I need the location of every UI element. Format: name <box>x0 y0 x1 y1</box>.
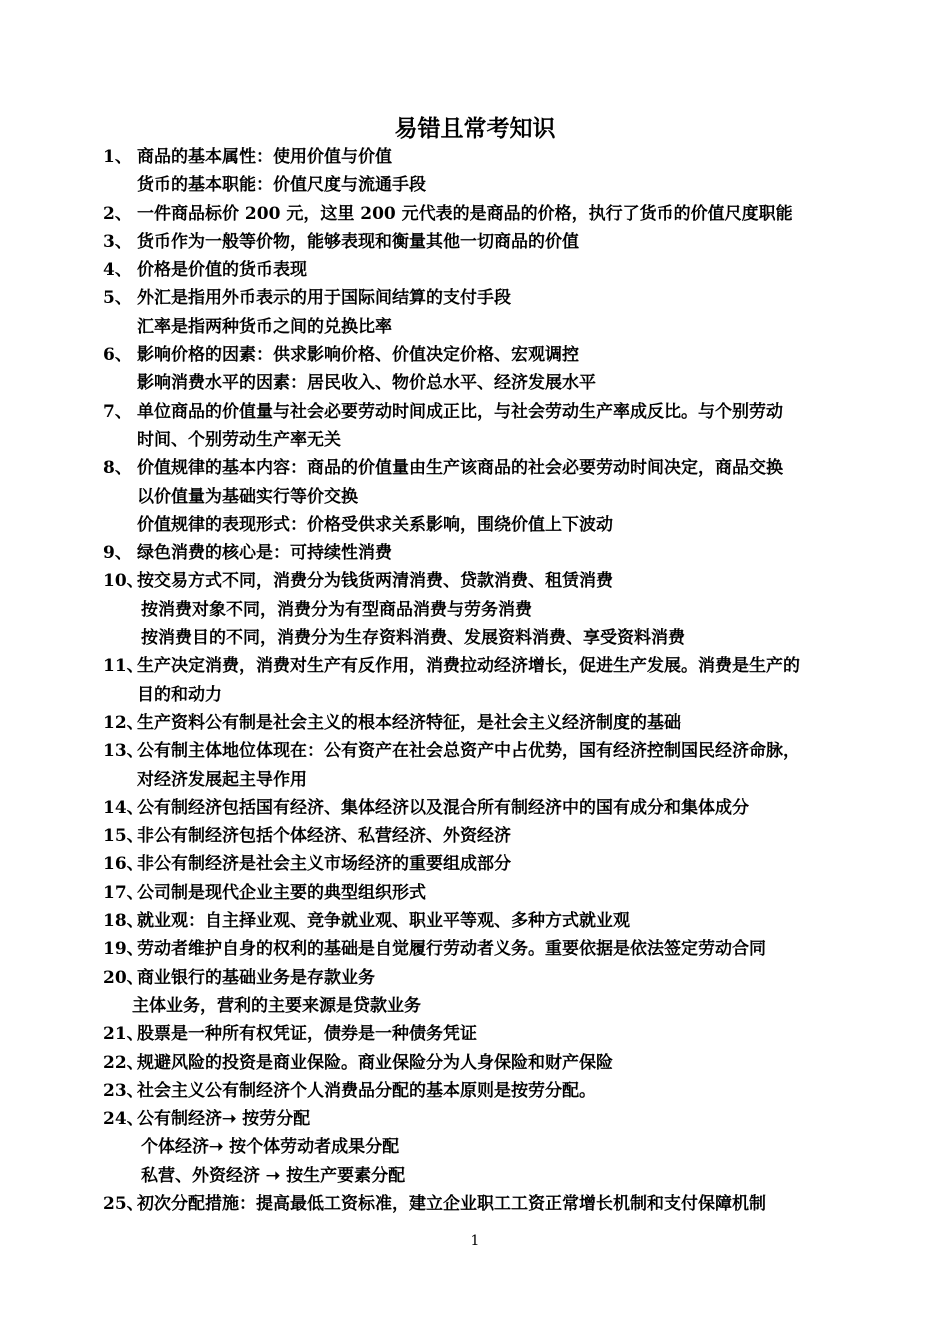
list-item <box>103 850 863 878</box>
item-text: 商品的基本属性：使用价值与价值 <box>137 147 392 167</box>
list-item <box>103 652 863 680</box>
item-number: 2、 <box>103 203 132 224</box>
item-number: 1、 <box>103 147 132 167</box>
item-number: 3、 <box>103 231 132 252</box>
list-item <box>103 256 863 284</box>
list-item <box>103 539 863 567</box>
item-text: 商业银行的基础业务是存款业务 <box>137 967 375 988</box>
list-item <box>103 1162 863 1190</box>
item-text: 公司制是现代企业主要的典型组织形式 <box>137 882 426 903</box>
list-item <box>103 483 863 511</box>
list-item <box>103 596 863 624</box>
item-number: 10、 <box>103 571 144 592</box>
knowledge-list <box>103 143 863 1218</box>
list-item <box>103 935 863 963</box>
item-text: 目的和动力 <box>137 684 222 705</box>
list-item <box>103 567 863 595</box>
list-item <box>103 1049 863 1077</box>
item-number: 12、 <box>103 712 144 733</box>
item-number: 15、 <box>103 826 144 847</box>
item-text: 劳动者维护自身的权利的基础是自觉履行劳动者义务。重要依据是依法签定劳动合同 <box>137 939 766 960</box>
item-text: 初次分配措施：提高最低工资标准，建立企业职工工资正常增长机制和支付保障机制 <box>137 1193 766 1214</box>
item-text: 一件商品标价 200 元，这里 200 元代表的是商品的价格，执行了货币的价值尺度职能 <box>137 203 793 224</box>
list-item <box>103 794 863 822</box>
list-item <box>103 369 863 397</box>
item-number: 18、 <box>103 911 144 932</box>
list-item <box>103 766 863 794</box>
item-number: 4、 <box>103 260 132 281</box>
item-number: 9、 <box>103 543 132 564</box>
item-text: 货币的基本职能：价值尺度与流通手段 <box>137 175 426 196</box>
list-item <box>103 681 863 709</box>
list-item <box>103 709 863 737</box>
item-text: 生产资料公有制是社会主义的根本经济特征，是社会主义经济制度的基础 <box>137 712 681 733</box>
item-text: 私营、外资经济 ➝ 按生产要素分配 <box>141 1165 406 1186</box>
item-text: 主体业务，营利的主要来源是贷款业务 <box>132 995 421 1016</box>
list-item <box>103 200 863 228</box>
item-text: 公有制经济包括国有经济、集体经济以及混合所有制经济中的国有成分和集体成分 <box>137 797 749 818</box>
item-text: 外汇是指用外币表示的用于国际间结算的支付手段 <box>137 288 511 309</box>
list-item <box>103 822 863 850</box>
item-number: 20、 <box>103 967 144 988</box>
item-number: 7、 <box>103 401 132 422</box>
list-item <box>103 511 863 539</box>
list-item <box>103 313 863 341</box>
item-number: 23、 <box>103 1080 144 1101</box>
item-number: 5、 <box>103 288 132 309</box>
item-number: 16、 <box>103 854 144 875</box>
item-number: 13、 <box>103 741 144 762</box>
list-item <box>103 1077 863 1105</box>
item-number: 11、 <box>103 656 144 677</box>
list-item <box>103 964 863 992</box>
item-text: 时间、个别劳动生产率无关 <box>137 429 341 450</box>
list-item <box>103 398 863 426</box>
item-text: 按消费对象不同，消费分为有型商品消费与劳务消费 <box>141 599 532 620</box>
list-item <box>103 992 863 1020</box>
item-number: 22、 <box>103 1052 144 1073</box>
item-text: 规避风险的投资是商业保险。商业保险分为人身保险和财产保险 <box>137 1052 613 1073</box>
item-text: 就业观：自主择业观、竞争就业观、职业平等观、多种方式就业观 <box>137 911 630 932</box>
item-number: 17、 <box>103 882 144 903</box>
item-text: 价格是价值的货币表现 <box>137 260 307 281</box>
list-item <box>103 1020 863 1048</box>
item-text: 价值规律的表现形式：价格受供求关系影响，围绕价值上下波动 <box>137 514 613 535</box>
page-number: 1 <box>470 1233 480 1249</box>
list-item <box>103 624 863 652</box>
item-text: 单位商品的价值量与社会必要劳动时间成正比，与社会劳动生产率成反比。与个别劳动 <box>137 401 783 422</box>
list-item <box>103 1190 863 1218</box>
item-text: 公有制主体地位体现在：公有资产在社会总资产中占优势，国有经济控制国民经济命脉， <box>137 741 800 762</box>
item-text: 以价值量为基础实行等价交换 <box>137 486 358 507</box>
item-text: 影响价格的因素：供求影响价格、价值决定价格、宏观调控 <box>137 345 579 366</box>
list-item <box>103 171 863 199</box>
item-number: 21、 <box>103 1024 144 1045</box>
item-text: 公有制经济➝ 按劳分配 <box>137 1109 311 1130</box>
list-item <box>103 907 863 935</box>
item-text: 生产决定消费，消费对生产有反作用，消费拉动经济增长，促进生产发展。消费是生产的 <box>137 656 800 677</box>
list-item <box>103 454 863 482</box>
item-text: 按消费目的不同，消费分为生存资料消费、发展资料消费、享受资料消费 <box>141 628 685 649</box>
item-text: 社会主义公有制经济个人消费品分配的基本原则是按劳分配。 <box>137 1080 596 1101</box>
item-text: 股票是一种所有权凭证，债券是一种债务凭证 <box>137 1024 477 1045</box>
list-item <box>103 879 863 907</box>
item-text: 非公有制经济包括个体经济、私营经济、外资经济 <box>137 826 511 847</box>
item-text: 按交易方式不同，消费分为钱货两清消费、贷款消费、租赁消费 <box>137 571 613 592</box>
list-item <box>103 284 863 312</box>
item-text: 绿色消费的核心是：可持续性消费 <box>137 543 392 564</box>
item-text: 价值规律的基本内容：商品的价值量由生产该商品的社会必要劳动时间决定，商品交换 <box>137 458 783 479</box>
item-text: 对经济发展起主导作用 <box>137 769 307 790</box>
item-number: 25、 <box>103 1193 144 1214</box>
list-item <box>103 228 863 256</box>
item-text: 汇率是指两种货币之间的兑换比率 <box>137 316 392 337</box>
item-number: 14、 <box>103 797 144 818</box>
list-item <box>103 737 863 765</box>
list-item <box>103 1105 863 1133</box>
item-number: 24、 <box>103 1109 144 1130</box>
item-text: 影响消费水平的因素：居民收入、物价总水平、经济发展水平 <box>137 373 596 394</box>
list-item <box>103 341 863 369</box>
item-number: 6、 <box>103 345 132 366</box>
document-title: 易错且常考知识 <box>394 115 556 142</box>
list-item <box>103 143 863 171</box>
item-number: 19、 <box>103 939 144 960</box>
list-item <box>103 426 863 454</box>
item-text: 个体经济➝ 按个体劳动者成果分配 <box>141 1137 400 1158</box>
item-text: 货币作为一般等价物，能够表现和衡量其他一切商品的价值 <box>137 231 579 252</box>
item-number: 8、 <box>103 458 132 479</box>
list-item <box>103 1133 863 1161</box>
item-text: 非公有制经济是社会主义市场经济的重要组成部分 <box>137 854 511 875</box>
